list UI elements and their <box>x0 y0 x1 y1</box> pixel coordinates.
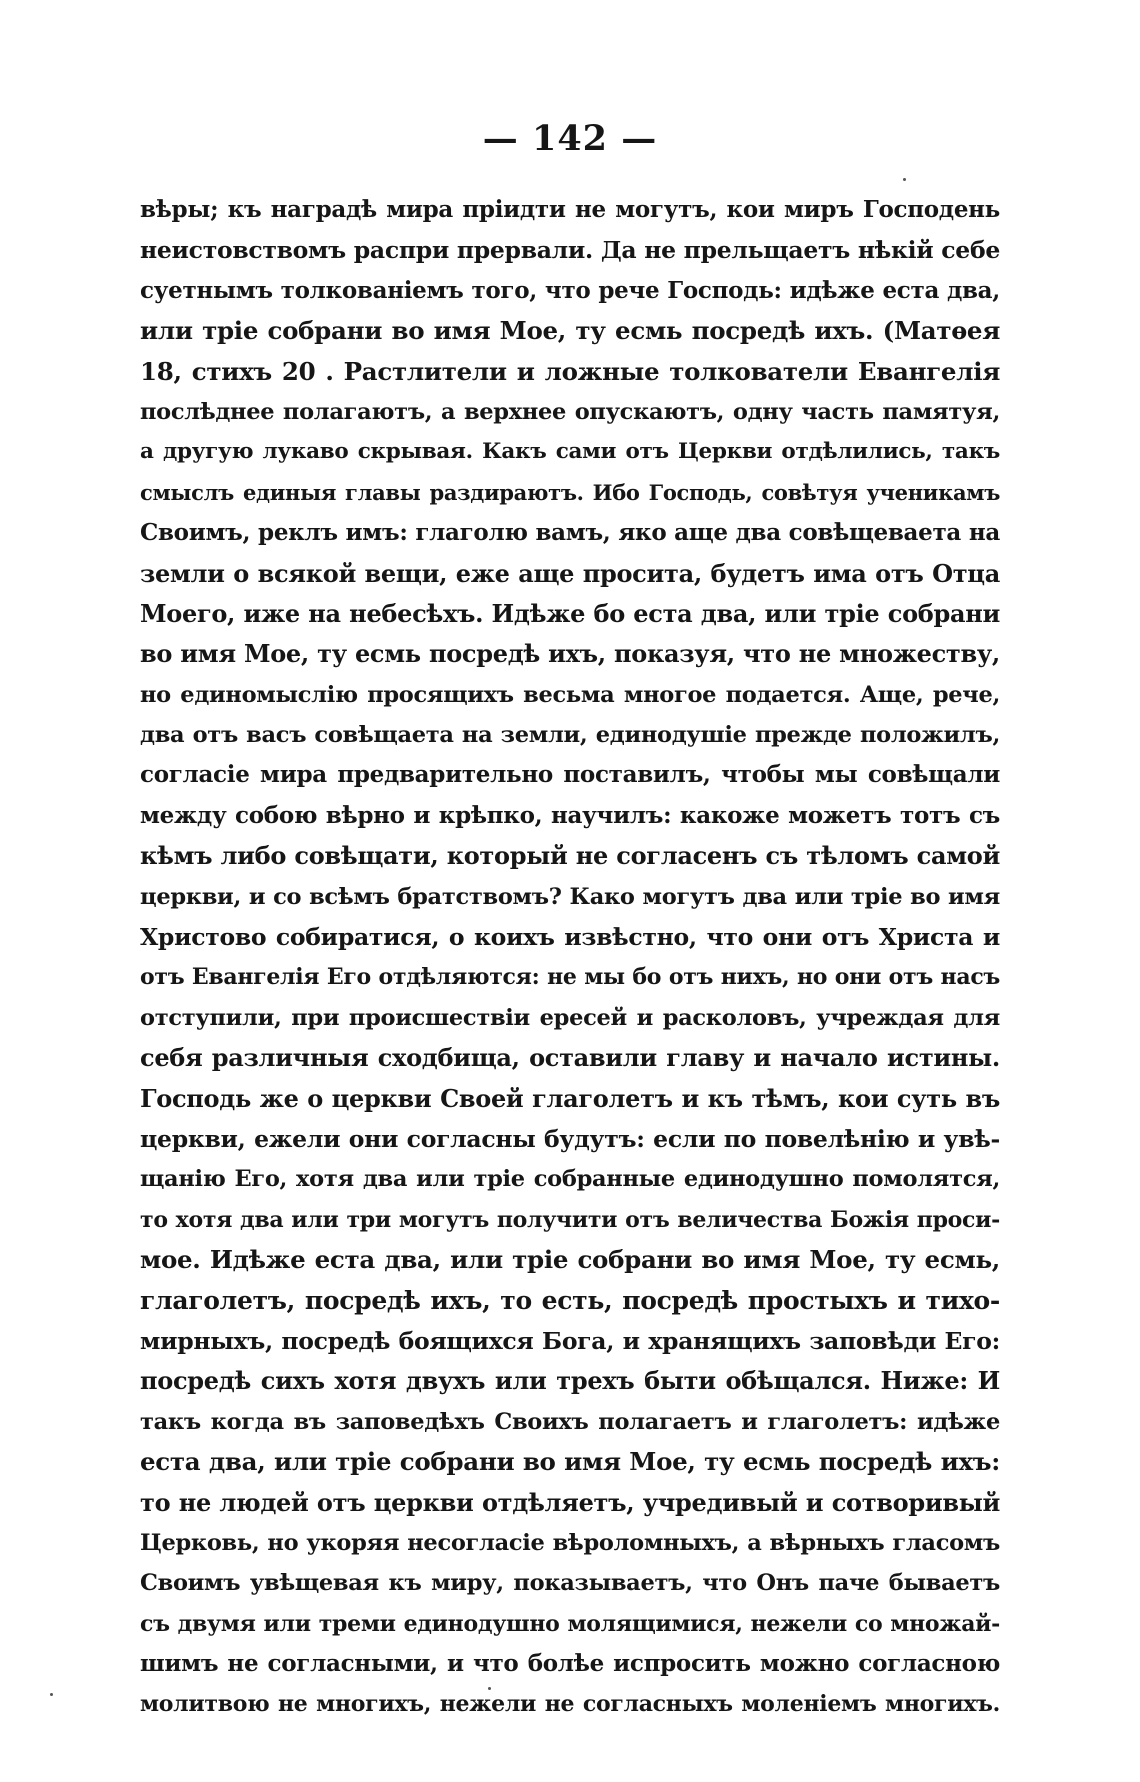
text-line: вѣры; къ наградѣ мира пріидти не могутъ, кои миръ Господень <box>140 196 1000 223</box>
text-line: глаголетъ, посредѣ ихъ, то есть, посредѣ простыхъ и тихо- <box>140 1285 1000 1315</box>
text-line: посредѣ сихъ хотя двухъ или трехъ быти обѣщался. Ниже: И <box>140 1366 1000 1396</box>
text-line: съ двумя или треми единодушно молящимися, нежели со множай- <box>140 1610 1000 1637</box>
text-line: согласіе мира предварительно поставилъ, чтобы мы совѣщали <box>140 761 1000 789</box>
text-line: мирныхъ, посредѣ боящихся Бога, и хранящихъ заповѣди Его: <box>140 1326 1000 1355</box>
body-text <box>140 190 1000 1725</box>
text-line: суетнымъ толкованіемъ того, что рече Господь: идѣже еста два, <box>140 276 1000 304</box>
text-line: то хотя два или три могутъ получити отъ величества Божія проси- <box>140 1206 1000 1233</box>
text-line: 18, стихъ 20 . Растлители и ложные толкователи Евангелія <box>140 356 1000 386</box>
text-line: еста два, или тріе собрани во имя Мое, ту есмь посредѣ ихъ: <box>140 1447 1000 1477</box>
text-line: шимъ не согласными, и что болѣе испросить можно согласною <box>140 1650 1000 1678</box>
scan-speck <box>903 178 906 181</box>
text-line: Моего, иже на небесѣхъ. Идѣже бо еста два, или тріе собрани <box>140 598 1000 628</box>
text-line: во имя Мое, ту есмь посредѣ ихъ, показуя, что не множеству, <box>140 639 1000 669</box>
scan-speck <box>488 1687 491 1690</box>
text-line: послѣднее полагаютъ, а верхнее опускаютъ, одну часть памятуя, <box>140 398 1000 425</box>
text-line: такъ когда въ заповедѣхъ Своихъ полагаетъ и глаголетъ: идѣже <box>140 1408 1000 1435</box>
page-number: — 142 — <box>482 118 658 159</box>
text-line: Христово собиратися, о коихъ извѣстно, что они отъ Христа и <box>140 923 1000 952</box>
text-line: мое. Идѣже еста два, или тріе собрани во имя Мое, ту есмь, <box>140 1245 1000 1275</box>
text-line: молитвою не многихъ, нежели не согласныхъ моленіемъ многихъ. <box>140 1691 1000 1718</box>
text-line: Церковь, но укоряя несогласіе вѣроломныхъ, а вѣрныхъ гласомъ <box>140 1529 1000 1556</box>
text-line: земли о всякой вещи, еже аще просита, будетъ има отъ Отца <box>140 558 1000 588</box>
text-line: но единомыслію просящихъ весьма многое подается. Аще, рече, <box>140 681 1000 708</box>
text-line: Своимъ, реклъ имъ: глаголю вамъ, яко аще два совѣщеваета на <box>140 519 1000 547</box>
text-line: Своимъ увѣщевая къ миру, показываетъ, что Онъ паче бываетъ <box>140 1570 1000 1597</box>
text-line: смыслъ единыя главы раздираютъ. Ибо Господь, совѣтуя ученикамъ <box>140 479 1000 505</box>
text-line: отступили, при происшествіи ересей и расколовъ, учреждая для <box>140 1004 1000 1031</box>
text-line: кѣмъ либо совѣщати, который не согласенъ съ тѣломъ самой <box>140 841 1000 871</box>
text-line: или тріе собрани во имя Мое, ту есмь посредѣ ихъ. (Матѳея <box>140 316 1000 346</box>
text-line: отъ Евангелія Его отдѣляются: не мы бо отъ нихъ, но они отъ насъ <box>140 964 1000 991</box>
text-line: то не людей отъ церкви отдѣляетъ, учредивый и сотворивый <box>140 1487 1000 1517</box>
text-line: церкви, ежели они согласны будутъ: если по повелѣнію и увѣ- <box>140 1124 1000 1153</box>
text-line: а другую лукаво скрывая. Какъ сами отъ Церкви отдѣлились, такъ <box>140 439 1000 465</box>
text-line: церкви, и со всѣмъ братствомъ? Како могутъ два или тріе во имя <box>140 883 1000 910</box>
text-line: щанію Его, хотя два или тріе собранные единодушно помолятся, <box>140 1166 1000 1193</box>
text-line: два отъ васъ совѣщаета на земли, единодушіе прежде положилъ, <box>140 722 1000 749</box>
text-line: себя различныя сходбища, оставили главу и начало истины. <box>140 1043 1000 1073</box>
text-line: между собою вѣрно и крѣпко, научилъ: какоже можетъ тотъ съ <box>140 801 1000 829</box>
text-line: Господь же о церкви Своей глаголетъ и къ тѣмъ, кои суть въ <box>140 1083 1000 1113</box>
text-line: неистовствомъ распри прервали. Да не прельщаетъ нѣкій себе <box>140 236 1000 265</box>
scan-speck <box>50 1693 53 1696</box>
